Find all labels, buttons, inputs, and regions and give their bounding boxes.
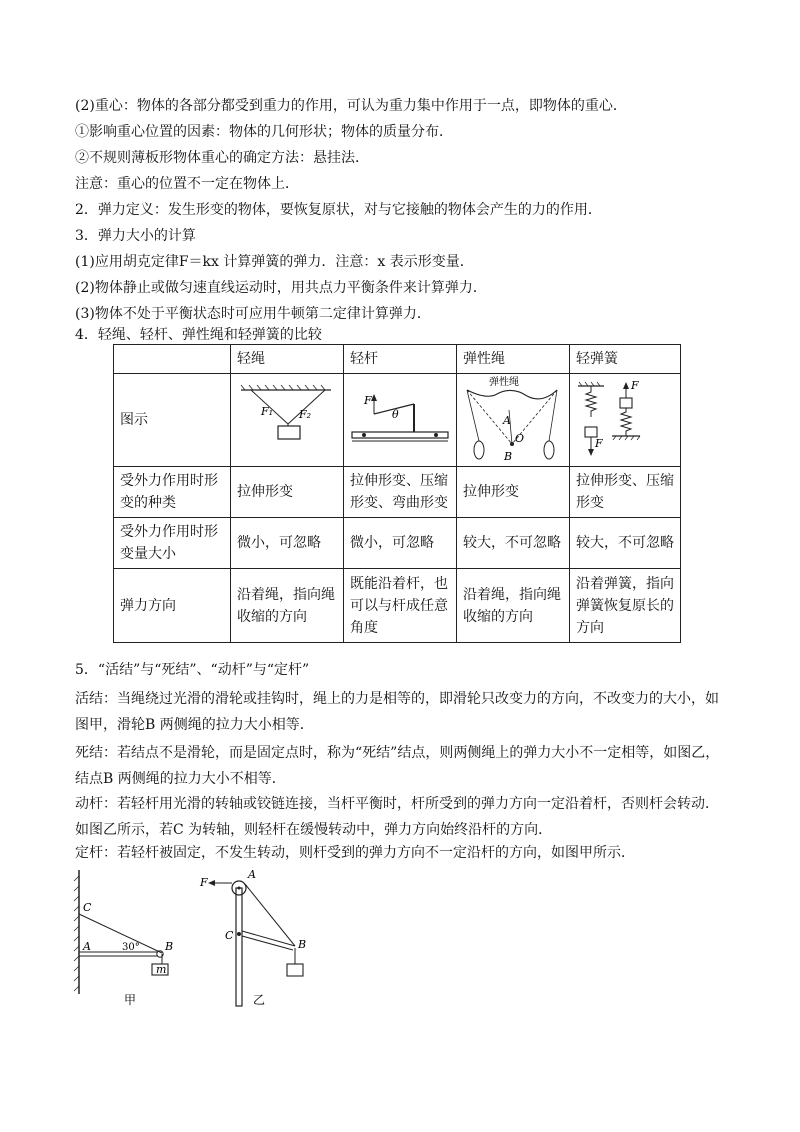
section5-dead-knot: 死结：若结点不是滑轮，而是固定点时，称为“死结”结点，则两侧绳上的弹力大小不一定相等，如图乙，结点B 两侧绳的拉力大小不相等．: [75, 745, 720, 787]
rope-f2-label: F₂: [299, 408, 312, 421]
rope-f1-label: F₁: [261, 405, 274, 418]
section5-moving-rod-example: 如图乙所示，若C 为转轴，则轻杆在缓慢转动中，弹力方向始终沿杆的方向．: [75, 822, 553, 838]
jia-angle-label: 30°: [122, 942, 140, 953]
line-note: 注意：重心的位置不一定在物体上．: [75, 176, 299, 192]
table-header-cell: 轻杆: [344, 345, 457, 374]
light-rope-figure: [231, 374, 343, 466]
figure-jia: [68, 866, 198, 1016]
yi-caption: 乙: [253, 993, 266, 1007]
section5-fixed-rod: 定杆：若轻杆被固定，不发生转动，则杆受到的弹力方向不一定沿杆的方向，如图甲所示．: [75, 845, 635, 861]
table-cell: 微小，可忽略: [231, 518, 344, 569]
table-cell: 沿着弹簧，指向弹簧恢复原长的方向: [570, 569, 681, 643]
table-cell: 拉伸形变: [231, 467, 344, 518]
elastic-title-label: 弹性绳: [489, 377, 519, 388]
line-elastic-definition: 2．弹力定义：发生形变的物体，要恢复原状，对与它接触的物体会产生的力的作用．: [75, 202, 602, 218]
line-equilibrium: (2)物体静止或做匀速直线运动时，用共点力平衡条件来计算弹力．: [75, 280, 487, 296]
yi-b-label: B: [298, 938, 307, 951]
table-row-label: 弹力方向: [114, 569, 231, 643]
table-header-cell: 弹性绳: [457, 345, 570, 374]
table-cell: 拉伸形变: [457, 467, 570, 518]
table-header-row: [114, 345, 681, 374]
table-figure-row: [114, 374, 681, 467]
line-center-of-gravity: (2)重心：物体的各部分都受到重力的作用，可认为重力集中作用于一点，即物体的重心．: [75, 98, 627, 114]
figure-yi: [195, 866, 315, 1016]
table-row-label: 图示: [114, 374, 231, 467]
table-row: [114, 518, 681, 569]
line-section4-title: 4．轻绳、轻杆、弹性绳和轻弹簧的比较: [75, 327, 322, 343]
line-method: ②不规则薄板形物体重心的确定方法：悬挂法．: [75, 150, 369, 166]
section5-live-knot: 活结：当绳绕过光滑的滑轮或挂钩时，绳上的力是相等的，即滑轮只改变力的方向，不改变力的大小，如图甲，滑轮B 两侧绳的拉力大小相等．: [75, 691, 719, 733]
table-cell: 微小，可忽略: [344, 518, 457, 569]
table-header-cell: 轻绳: [231, 345, 344, 374]
yi-c-label: C: [225, 929, 234, 942]
jia-c-label: C: [83, 901, 92, 914]
table-row-label: 受外力作用时形变量大小: [114, 518, 231, 569]
line-hooke: (1)应用胡克定律F＝kx 计算弹簧的弹力．注意：x 表示形变量．: [75, 254, 474, 270]
spring-f1-label: F: [595, 437, 603, 450]
table-header-cell: [114, 345, 231, 374]
jia-a-label: A: [83, 940, 91, 953]
table-cell: 较大，不可忽略: [457, 518, 570, 569]
table-row-label: 受外力作用时形变的种类: [114, 467, 231, 518]
rod-f-label: F: [364, 394, 372, 407]
line-newton: (3)物体不处于平衡状态时可应用牛顿第二定律计算弹力．: [75, 306, 431, 322]
light-rod-figure: [344, 374, 456, 466]
table-row: [114, 467, 681, 518]
elastic-b-label: B: [504, 450, 513, 463]
elastic-o-label: O: [515, 432, 525, 445]
elastic-a-label: A: [503, 414, 511, 427]
jia-caption: 甲: [124, 993, 137, 1007]
light-spring-figure: [570, 374, 680, 466]
table-header-cell: 轻弹簧: [570, 345, 681, 374]
line-section3-title: 3．弹力大小的计算: [75, 228, 196, 244]
yi-a-label: A: [248, 868, 256, 881]
elastic-rope-figure: [457, 374, 569, 466]
table-row: [114, 569, 681, 643]
table-cell: 既能沿着杆，也可以与杆成任意角度: [344, 569, 457, 643]
table-cell: 拉伸形变、压缩形变、弯曲形变: [344, 467, 457, 518]
section5-moving-rod: 动杆：若轻杆用光滑的转轴或铰链连接，当杆平衡时，杆所受到的弹力方向一定沿着杆，否则杆会转动．: [75, 796, 719, 812]
jia-b-label: B: [165, 940, 174, 953]
yi-f-label: F: [200, 876, 208, 889]
line-factors: ①影响重心位置的因素：物体的几何形状；物体的质量分布．: [75, 124, 453, 140]
section5-title: 5．“活结”与“死结”、“动杆”与“定杆”: [75, 662, 310, 678]
table-cell: 沿着绳，指向绳收缩的方向: [231, 569, 344, 643]
comparison-table: [113, 344, 681, 643]
spring-f2-label: F: [631, 379, 639, 392]
table-cell: 较大，不可忽略: [570, 518, 681, 569]
table-cell: 拉伸形变、压缩形变: [570, 467, 681, 518]
jia-m-label: m: [156, 963, 167, 976]
table-cell: 沿着绳，指向绳收缩的方向: [457, 569, 570, 643]
rod-theta-label: θ: [392, 408, 399, 421]
